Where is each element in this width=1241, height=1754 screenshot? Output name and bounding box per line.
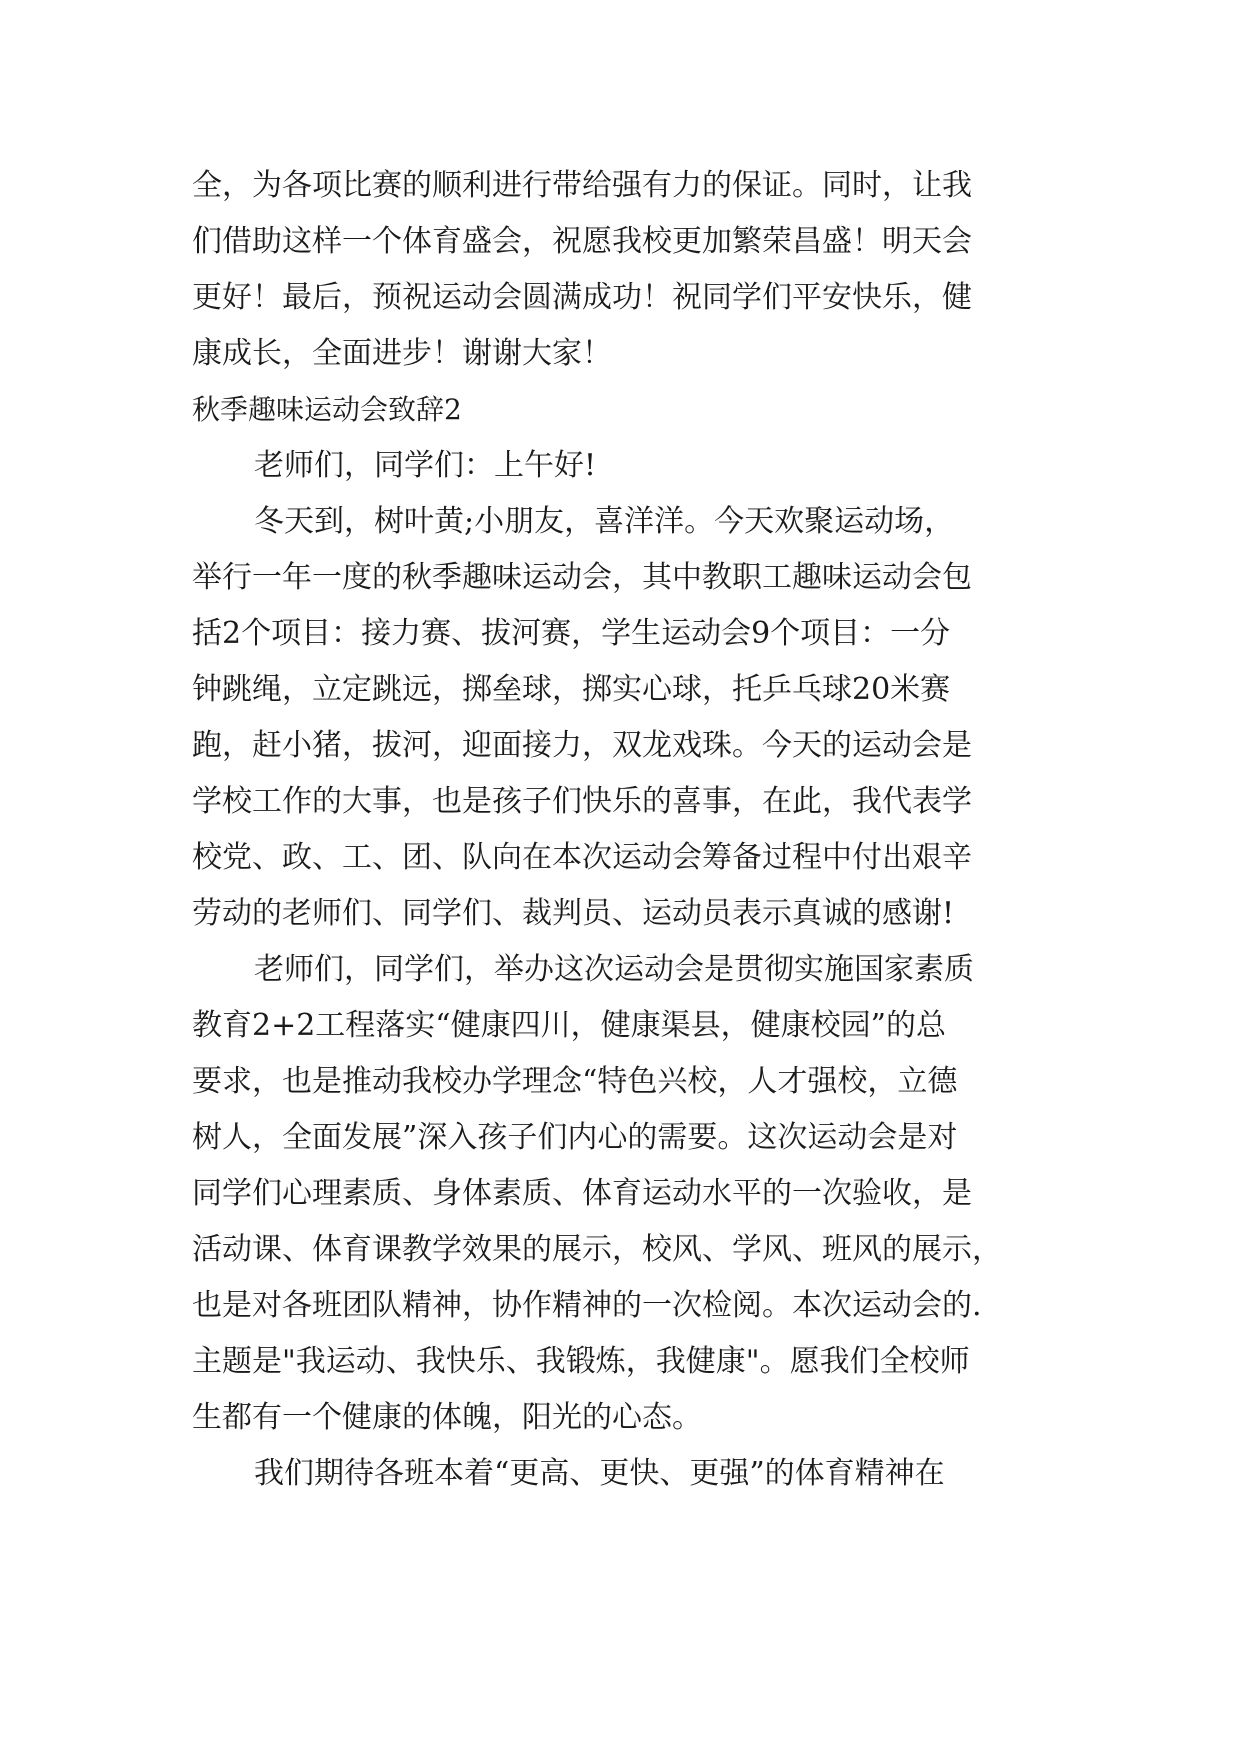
document-body [192, 158, 1050, 1502]
text-line: 主题是"我运动、我快乐、我锻炼，我健康"。愿我们全校师 [192, 1344, 970, 1379]
text-line: 同学们心理素质、身体素质、体育运动水平的一次验收，是 [192, 1176, 972, 1211]
text-line: 钟跳绳，立定跳远，掷垒球，掷实心球，托乒乓球20米赛 [192, 672, 951, 707]
greeting-line: 老师们，同学们：上午好! [254, 448, 597, 483]
text-line: 教育2+2工程落实“健康四川，健康渠县，健康校园”的总 [192, 1008, 946, 1043]
text-line: 生都有一个健康的体魄，阳光的心态。 [192, 1400, 702, 1435]
text-line: 全，为各项比赛的顺利进行带给强有力的保证。同时，让我 [192, 168, 972, 203]
text-line: 们借助这样一个体育盛会，祝愿我校更加繁荣昌盛！明天会 [192, 224, 972, 259]
text-line: 举行一年一度的秋季趣味运动会，其中教职工趣味运动会包 [192, 560, 972, 595]
section-heading: 秋季趣味运动会致辞2 [192, 393, 462, 426]
text-line: 树人，全面发展”深入孩子们内心的需要。这次运动会是对 [192, 1120, 958, 1155]
text-line: 也是对各班团队精神，协作精神的一次检阅。本次运动会的. [192, 1288, 982, 1323]
text-line: 劳动的老师们、同学们、裁判员、运动员表示真诚的感谢! [192, 896, 955, 931]
text-line: 康成长，全面进步！谢谢大家！ [192, 336, 612, 371]
text-line: 我们期待各班本着“更高、更快、更强”的体育精神在 [254, 1456, 945, 1491]
text-line: 校党、政、工、团、队向在本次运动会筹备过程中付出艰辛 [192, 840, 972, 875]
text-line: 括2个项目：接力赛、拔河赛，学生运动会9个项目：一分 [192, 616, 951, 651]
text-line: 老师们，同学们，举办这次运动会是贯彻实施国家素质 [254, 952, 974, 987]
text-line: 要求，也是推动我校办学理念“特色兴校，人才强校，立德 [192, 1064, 958, 1099]
text-line: 更好！最后，预祝运动会圆满成功！祝同学们平安快乐，健 [192, 280, 972, 315]
text-line: 活动课、体育课教学效果的展示，校风、学风、班风的展示， [192, 1232, 1002, 1267]
text-line: 冬天到，树叶黄;小朋友，喜洋洋。今天欢聚运动场， [254, 504, 955, 539]
text-line: 学校工作的大事，也是孩子们快乐的喜事，在此，我代表学 [192, 784, 972, 819]
text-line: 跑，赶小猪，拔河，迎面接力，双龙戏珠。今天的运动会是 [192, 728, 972, 763]
